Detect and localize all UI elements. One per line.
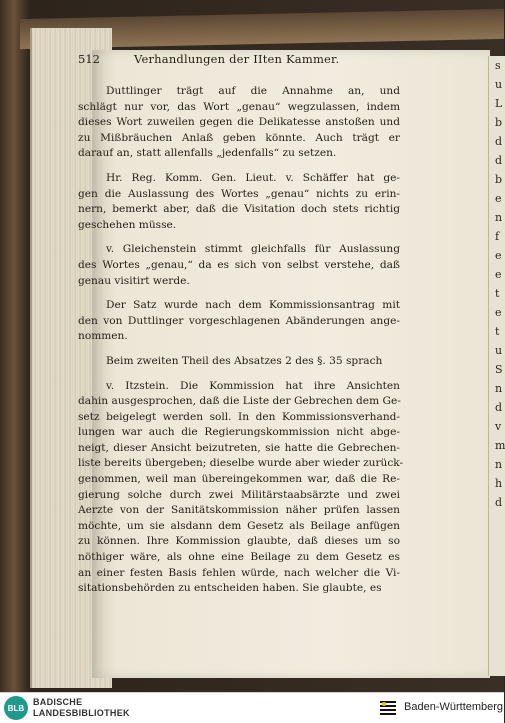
next-page-edge: [488, 56, 505, 676]
text-line: setz beigelegt werden soll. In den Kommissionsverhand-: [78, 410, 400, 423]
page-body: [78, 84, 404, 606]
text-line: nommen.: [78, 330, 128, 343]
text-line: sitationsbehörden zu entscheiden haben. Sie glaubte, es: [78, 582, 382, 595]
text-line: des Wortes „genau,“ da es sich von selbst verstehe, daß: [78, 258, 400, 271]
next-page-fragment: h: [495, 477, 503, 490]
blb-name-line2: LANDESBIBLIOTHEK: [33, 708, 130, 718]
text-line: dahin ausgesprochen, daß die Liste der Gebrechen dem Ge-: [78, 395, 401, 408]
next-page-fragment: n: [495, 458, 503, 471]
paragraph: [78, 379, 404, 597]
next-page-fragment: d: [495, 496, 503, 509]
next-page-fragment: u: [495, 78, 503, 91]
next-page-fragment: d: [495, 154, 503, 167]
text-line: zu können. Ihre Kommission glaubte, daß dieses um so: [78, 535, 400, 548]
running-title: Verhandlungen der IIten Kammer.: [134, 52, 340, 66]
next-page-fragment: b: [495, 116, 503, 129]
next-page-fragment: m: [495, 439, 505, 452]
text-line: an einer festen Basis fehlen würde, nach welcher die Vi-: [78, 566, 400, 579]
text-line: nern, bemerkt aber, daß die Visitation doch stets richtig: [78, 203, 400, 216]
next-page-fragment: v: [495, 420, 502, 433]
text-line: nöthiger wäre, als ohne eine Beilage zu dem Gesetz es: [78, 551, 400, 564]
paragraph: [78, 84, 400, 162]
next-page-fragment: n: [495, 211, 503, 224]
next-page-fragment: L: [495, 97, 503, 110]
blb-name-line1: BADISCHE: [33, 697, 83, 707]
text-line: zu Mißbräuchen Anlaß geben könnte. Auch trägt er: [78, 131, 400, 144]
next-page-fragment: f: [495, 230, 500, 243]
next-page-fragment: e: [495, 306, 502, 319]
footer-bar: [0, 692, 504, 723]
next-page-fragment: n: [495, 382, 503, 395]
paragraph: [78, 242, 400, 289]
text-line: darauf an, statt allenfalls „jedenfalls“ zu setzen.: [78, 147, 337, 160]
text-line: genau visitirt werde.: [78, 274, 190, 287]
paragraph: [78, 171, 400, 233]
text-line: neigt, dieser Ansicht beizutreten, sie hatte die Gebrechen-: [78, 441, 400, 454]
text-line: dieses Wort zuweilen gegen die Delikatesse anstoßen und: [78, 116, 400, 129]
text-line: gierung solche durch zwei Militärstaabsärzte und zwei: [78, 488, 400, 501]
text-line: schlägt nur vor, das Wort „genau“ wegzulassen, indem: [78, 100, 400, 113]
text-line: Der Satz wurde nach dem Kommissionsantrag mit: [106, 299, 400, 312]
next-page-fragment: S: [495, 363, 503, 376]
running-header: [78, 52, 400, 70]
text-line: liste bereits übergeben; dieselbe wurde aber wieder zurück-: [78, 457, 404, 470]
text-line: lungen war auch die Regierungskommission nicht abge-: [78, 426, 400, 439]
text-line: den von Duttlinger vorgeschlagenen Abänderungen ange-: [78, 314, 400, 327]
text-line: genommen, weil man übereingekommen war, daß die Re-: [78, 473, 400, 486]
text-line: v. Itzstein. Die Kommission hat ihre Ansichten: [106, 379, 400, 392]
paragraph: [78, 354, 400, 370]
page-number: 512: [78, 52, 100, 66]
text-line: Beim zweiten Theil des Absatzes 2 des §. 35 sprach: [106, 354, 383, 367]
next-page-fragment: e: [495, 249, 502, 262]
text-line: Aerzte von der Sanitätskommission näher prüfen lassen: [78, 504, 400, 517]
text-line: gen die Auslassung des Wortes „genau“ nichts zu erin-: [78, 187, 400, 200]
next-page-fragment: d: [495, 135, 503, 148]
baden-wuerttemberg-label[interactable]: Baden-Württemberg: [404, 701, 504, 713]
paragraph: [78, 298, 400, 345]
next-page-fragment: t: [495, 287, 500, 300]
text-line: möchte, um sie alsdann dem Gesetz als Beilage anfügen: [78, 519, 400, 532]
next-page-fragment: b: [495, 173, 503, 186]
next-page-fragment: s: [495, 59, 501, 72]
blb-name[interactable]: [33, 697, 130, 719]
text-line: Hr. Reg. Komm. Gen. Lieut. v. Schäffer hat ge-: [106, 171, 400, 184]
next-page-fragment: t: [495, 325, 500, 338]
baden-wuerttemberg-lion-icon: [378, 699, 398, 717]
next-page-fragment: e: [495, 268, 502, 281]
text-line: v. Gleichenstein stimmt gleichfalls für Auslassung: [106, 243, 400, 256]
text-line: geschehen müsse.: [78, 218, 177, 231]
text-line: Duttlinger trägt auf die Annahme an, und: [106, 85, 400, 97]
next-page-fragment: u: [495, 344, 503, 357]
next-page-fragment: d: [495, 401, 503, 414]
blb-logo[interactable]: BLB: [4, 696, 28, 720]
next-page-fragment: e: [495, 192, 502, 205]
